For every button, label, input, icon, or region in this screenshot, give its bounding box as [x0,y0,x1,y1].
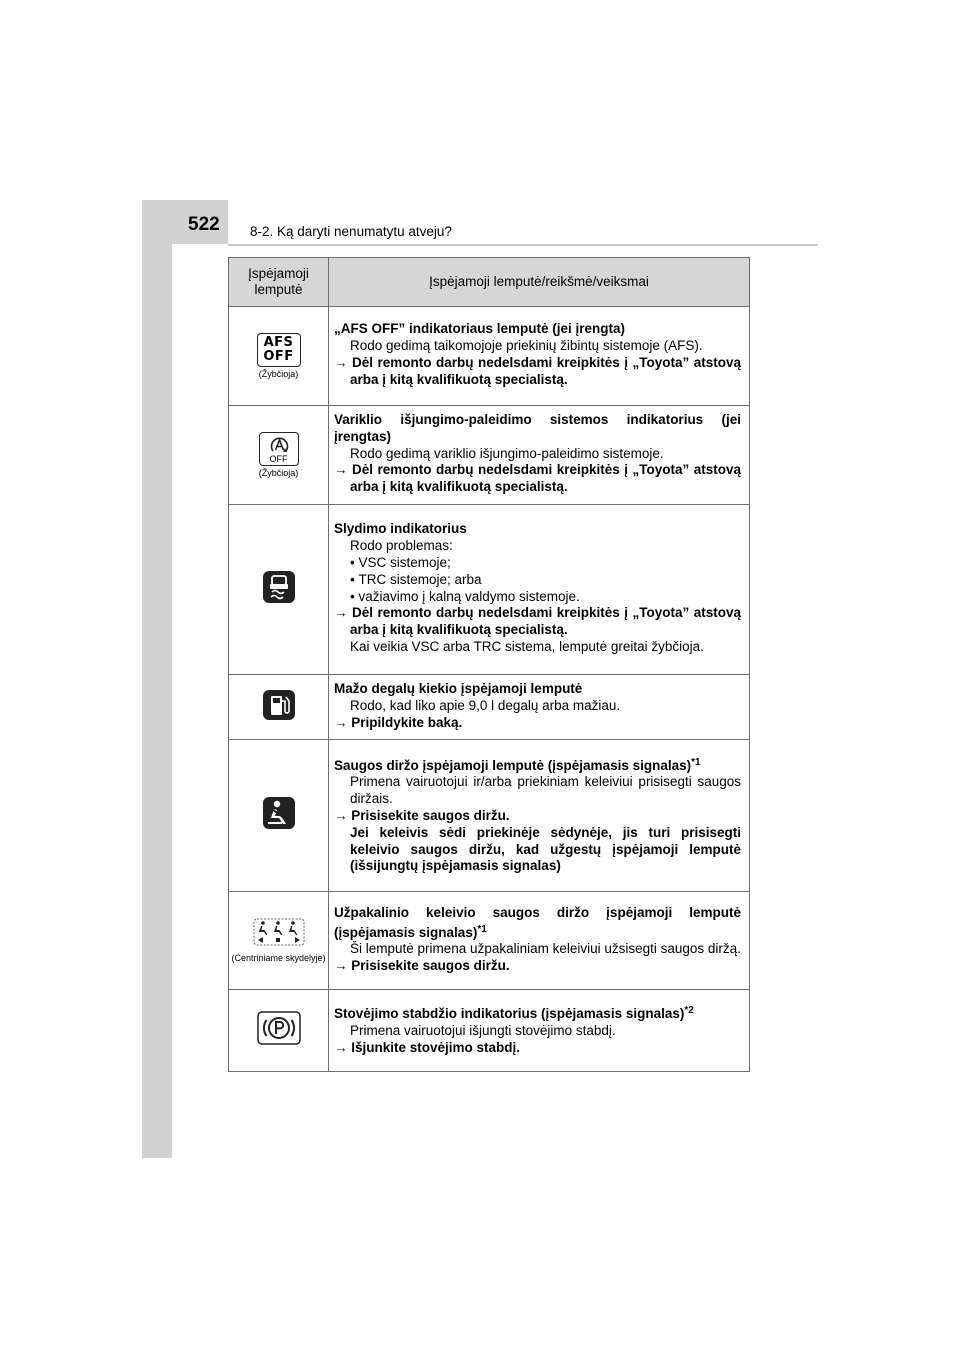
icon-cell [229,892,329,990]
arrow-icon: → [334,462,348,478]
rear-seatbelt-icon [253,918,305,946]
icon-caption: (Žybčioja) [258,369,299,379]
entry-description: Rodo gedimą variklio išjungimo-paleidimo sistemoje. [350,445,664,461]
arrow-icon: → [334,958,348,974]
seatbelt-icon [262,796,296,830]
entry-action: → Išjunkite stovėjimo stabdį. [334,1039,521,1055]
table-row [229,892,750,990]
entry-action-note: Jei keleivis sėdi priekinėje sėdynėje, jis turi prisisegti keleivio saugos diržu, kad užgestų įspėjamoji lemputė (išsijungtų įspėjamasis signalas) [350,824,741,874]
text-cell [329,505,750,675]
bullet-item: • TRC sistemoje; arba [350,571,482,587]
warning-lights-table [228,257,750,1072]
entry-title: Slydimo indikatorius [334,521,467,537]
icon-caption: (Centriniame skydelyje) [231,953,326,964]
entry-note: Kai veikia VSC arba TRC sistema, lemputė greitai žybčioja. [350,638,704,654]
arrow-icon: → [334,1039,348,1055]
entry-title: Saugos diržo įspėjamoji lemputė (įspėjamasis signalas)$^{*1}$ [334,756,701,773]
entry-title: Užpakalinio keleivio saugos diržo įspėjamoji lemputė (įspėjamasis signalas)$^{*1}$ [334,904,741,940]
entry-description: Ši lemputė primena užpakaliniam keleiviui užsisegti saugos diržą. [350,941,741,957]
icon-cell [229,990,329,1072]
page-number: 522 [188,214,220,235]
footnote-mark: *1 [691,756,701,768]
arrow-icon: → [334,355,348,370]
col-header-light: Įspėjamoji lemputė [229,258,329,307]
text-cell [329,675,750,740]
entry-title: Variklio išjungimo-paleidimo sistemos indikatorius (jei įrengtas) [334,412,741,444]
footnote-mark: *2 [684,1005,694,1017]
arrow-icon: → [334,714,348,730]
parking-brake-icon [257,1011,301,1045]
table-row [229,505,750,675]
off-label: OFF [269,454,288,464]
icon-cell [229,740,329,892]
bullet-item: • VSC sistemoje; [350,554,451,570]
entry-description: Rodo problemas: [350,538,453,554]
entry-description: Primena vairuotojui ir/arba priekiniam keleiviui prisisegti saugos diržais. [350,774,741,807]
icon-cell [229,675,329,740]
arrow-icon: → [334,807,348,823]
entry-description: Primena vairuotojui išjungti stovėjimo stabdį. [350,1022,616,1038]
stop-start-off-icon [259,432,299,466]
arrow-icon: → [334,605,348,621]
text-cell [329,307,750,406]
text-cell [329,892,750,990]
text-cell [329,406,750,505]
fuel-pump-icon [262,689,296,721]
entry-action: → Pripildykite baką. [334,714,463,730]
table-row [229,675,750,740]
entry-description: Rodo, kad liko apie 9,0 l degalų arba mažiau. [350,697,621,713]
footnote-mark: *1 [477,923,487,935]
entry-action: → Dėl remonto darbų nedelsdami kreipkitės į „Toyota” atstovą arba į kitą kvalifikuotą specialistą. [334,462,741,495]
icon-caption: (Žybčioja) [258,468,299,478]
entry-action: → Dėl remonto darbų nedelsdami kreipkitės į „Toyota” atstovą arba į kitą kvalifikuotą specialistą. [334,355,741,387]
table-row [229,740,750,892]
entry-description: Rodo gedimą taikomojoje priekinių žibintų sistemoje (AFS). [350,338,703,354]
bullet-item: • važiavimo į kalną valdymo sistemoje. [350,588,580,604]
entry-title: Mažo degalų kiekio įspėjamoji lemputė [334,681,583,696]
entry-title: Stovėjimo stabdžio indikatorius (įspėjamasis signalas)$^{*2}$ [334,1005,694,1022]
side-band [142,200,172,1158]
entry-action: → Prisisekite saugos diržu. [334,807,510,823]
section-title: 8-2. Ką daryti nenumatytu atveju? [250,224,452,239]
entry-action: → Dėl remonto darbų nedelsdami kreipkitės į „Toyota” atstovą arba į kitą kvalifikuotą specialistą. [334,605,741,638]
entry-action: → Prisisekite saugos diržu. [334,958,510,974]
icon-cell [229,307,329,406]
table-row [229,990,750,1072]
table-header-row [229,258,750,307]
icon-cell [229,505,329,675]
table-row [229,307,750,406]
table-row [229,406,750,505]
icon-cell [229,406,329,505]
entry-title: „AFS OFF” indikatoriaus lemputė (jei įrengta) [334,321,626,337]
afs-off-icon: AFS OFF [257,333,301,367]
text-cell [329,990,750,1072]
header-rule [228,244,818,246]
slip-indicator-icon [262,570,296,604]
text-cell [329,740,750,892]
col-header-meaning: Įspėjamoji lemputė/reikšmė/veiksmai [329,258,750,307]
